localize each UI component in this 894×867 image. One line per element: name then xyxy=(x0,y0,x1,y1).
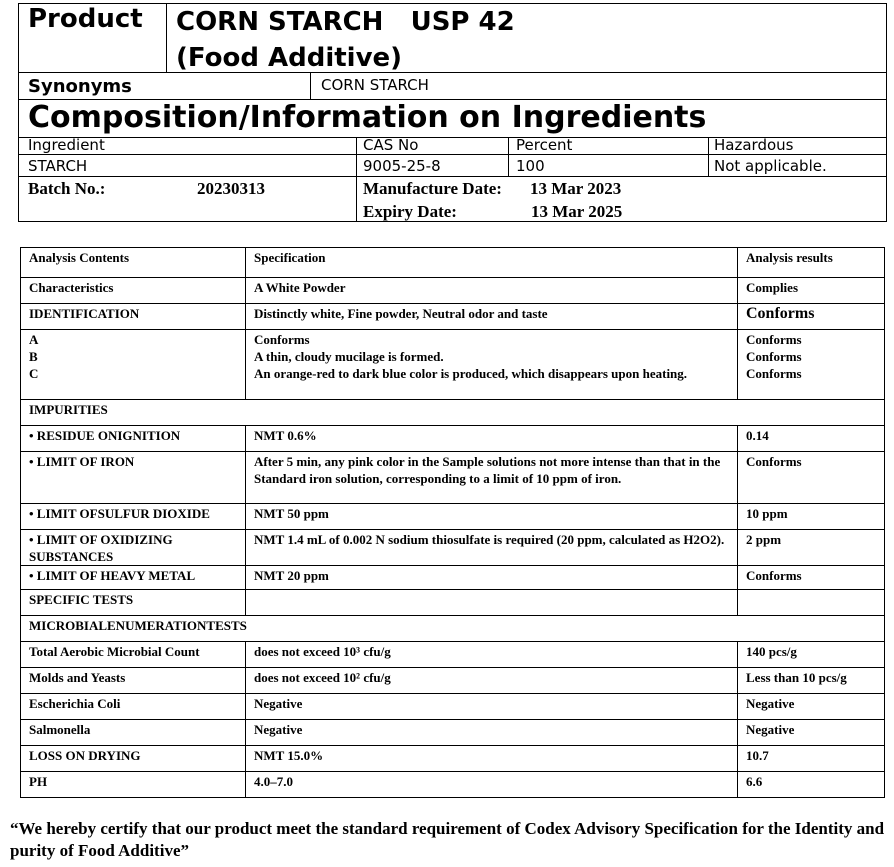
row-result: Less than 10 pcs/g xyxy=(738,668,885,694)
row-result: 10.7 xyxy=(738,746,885,772)
expiry-date-value: 13 Mar 2025 xyxy=(531,202,623,221)
synonyms-value: CORN STARCH xyxy=(321,76,429,94)
product-label: Product xyxy=(28,4,143,34)
row-spec: does not exceed 10² cfu/g xyxy=(246,668,738,694)
table-row xyxy=(21,278,885,304)
row-result: 10 ppm xyxy=(738,504,885,530)
row-result: 0.14 xyxy=(738,426,885,452)
product-name xyxy=(176,4,515,76)
row-content: Total Aerobic Microbial Count xyxy=(21,642,246,668)
expiry-date-label: Expiry Date: xyxy=(363,202,457,221)
row-content: • LIMIT OF IRON xyxy=(21,452,246,504)
table-row xyxy=(21,746,885,772)
table-row xyxy=(21,772,885,798)
row-result: 2 ppm xyxy=(738,530,885,566)
section-title: MICROBIALENUMERATIONTESTS xyxy=(21,616,885,642)
table-row xyxy=(21,694,885,720)
composition-ingredient: STARCH xyxy=(28,157,88,175)
synonyms-label: Synonyms xyxy=(28,76,132,97)
header-analysis-results: Analysis results xyxy=(738,248,885,278)
row-result: Negative xyxy=(738,720,885,746)
row-result: Complies xyxy=(738,278,885,304)
table-row xyxy=(21,566,885,590)
table-row xyxy=(21,426,885,452)
row-content: Characteristics xyxy=(21,278,246,304)
sub-test-label: A xyxy=(29,332,39,347)
row-spec: NMT 50 ppm xyxy=(246,504,738,530)
table-row xyxy=(21,642,885,668)
section-row xyxy=(21,616,885,642)
product-name-line2: (Food Additive) xyxy=(176,43,403,73)
row-result xyxy=(738,590,885,616)
composition-header-ingredient: Ingredient xyxy=(28,136,105,154)
table-row xyxy=(21,330,885,400)
header-analysis-contents: Analysis Contents xyxy=(21,248,246,278)
row-content: Salmonella xyxy=(21,720,246,746)
composition-header-hazardous: Hazardous xyxy=(714,136,794,154)
row-result xyxy=(738,330,885,400)
table-row xyxy=(21,590,885,616)
row-content: • LIMIT OFSULFUR DIOXIDE xyxy=(21,504,246,530)
row-spec: NMT 1.4 mL of 0.002 N sodium thiosulfate is required (20 ppm, calculated as H2O2). xyxy=(246,530,738,566)
row-spec: Negative xyxy=(246,694,738,720)
composition-title: Composition/Information on Ingredients xyxy=(28,100,707,135)
row-content: PH xyxy=(21,772,246,798)
divider xyxy=(356,137,357,222)
row-spec: After 5 min, any pink color in the Sample solutions not more intense than that in the Standard iron solution, corresponding to a limit of 10 ppm of iron. xyxy=(246,452,738,504)
product-name-line1: CORN STARCH USP 42 xyxy=(176,7,515,37)
manufacture-date-value: 13 Mar 2023 xyxy=(530,179,622,198)
section-title: IMPURITIES xyxy=(21,400,885,426)
row-spec xyxy=(246,330,738,400)
divider xyxy=(19,176,886,177)
row-content xyxy=(21,330,246,400)
table-row xyxy=(21,668,885,694)
row-result: Conforms xyxy=(738,566,885,590)
row-spec: Negative xyxy=(246,720,738,746)
composition-hazardous: Not applicable. xyxy=(714,157,827,175)
certification-statement: “We hereby certify that our product meet the standard requirement of Codex Advisory Specification for the Identity and purity of Food Additive” xyxy=(10,819,885,860)
row-spec: 4.0–7.0 xyxy=(246,772,738,798)
row-result: Conforms xyxy=(738,304,885,330)
table-row xyxy=(21,304,885,330)
row-result: Conforms xyxy=(738,452,885,504)
row-content: Escherichia Coli xyxy=(21,694,246,720)
table-header-row xyxy=(21,248,885,278)
product-header xyxy=(18,3,887,222)
row-result: 6.6 xyxy=(738,772,885,798)
table-row xyxy=(21,504,885,530)
row-content: • LIMIT OF OXIDIZING SUBSTANCES xyxy=(21,530,246,566)
analysis-table xyxy=(20,247,885,798)
sub-test-label: B xyxy=(29,349,38,364)
row-content: LOSS ON DRYING xyxy=(21,746,246,772)
row-spec: Distinctly white, Fine powder, Neutral odor and taste xyxy=(246,304,738,330)
composition-header-percent: Percent xyxy=(516,136,573,154)
sub-test-spec: An orange-red to dark blue color is produced, which disappears upon heating. xyxy=(254,366,688,381)
sub-test-spec: A thin, cloudy mucilage is formed. xyxy=(254,349,444,364)
row-spec: A White Powder xyxy=(246,278,738,304)
row-result: Negative xyxy=(738,694,885,720)
sub-test-label: C xyxy=(29,366,39,381)
row-spec: does not exceed 10³ cfu/g xyxy=(246,642,738,668)
divider xyxy=(166,4,167,72)
row-content: • LIMIT OF HEAVY METAL xyxy=(21,566,246,590)
batch-value: 20230313 xyxy=(197,179,265,198)
row-content: SPECIFIC TESTS xyxy=(21,590,246,616)
row-content: Molds and Yeasts xyxy=(21,668,246,694)
composition-percent: 100 xyxy=(516,157,545,175)
row-spec: NMT 15.0% xyxy=(246,746,738,772)
sub-test-result: Conforms xyxy=(746,349,802,364)
composition-header-cas: CAS No xyxy=(363,136,419,154)
divider xyxy=(310,72,311,99)
row-content: • RESIDUE ONIGNITION xyxy=(21,426,246,452)
sub-test-result: Conforms xyxy=(746,332,802,347)
sub-test-spec: Conforms xyxy=(254,332,310,347)
row-result: 140 pcs/g xyxy=(738,642,885,668)
header-specification: Specification xyxy=(246,248,738,278)
table-row xyxy=(21,530,885,566)
sub-test-result: Conforms xyxy=(746,366,802,381)
composition-cas: 9005-25-8 xyxy=(363,157,441,175)
row-spec: NMT 0.6% xyxy=(246,426,738,452)
row-content: IDENTIFICATION xyxy=(21,304,246,330)
batch-label: Batch No.: xyxy=(28,179,106,198)
row-spec xyxy=(246,590,738,616)
divider xyxy=(708,137,709,176)
row-spec: NMT 20 ppm xyxy=(246,566,738,590)
section-row xyxy=(21,400,885,426)
divider xyxy=(19,154,886,155)
table-row xyxy=(21,452,885,504)
manufacture-date-label: Manufacture Date: xyxy=(363,179,502,198)
table-row xyxy=(21,720,885,746)
divider xyxy=(508,137,509,176)
